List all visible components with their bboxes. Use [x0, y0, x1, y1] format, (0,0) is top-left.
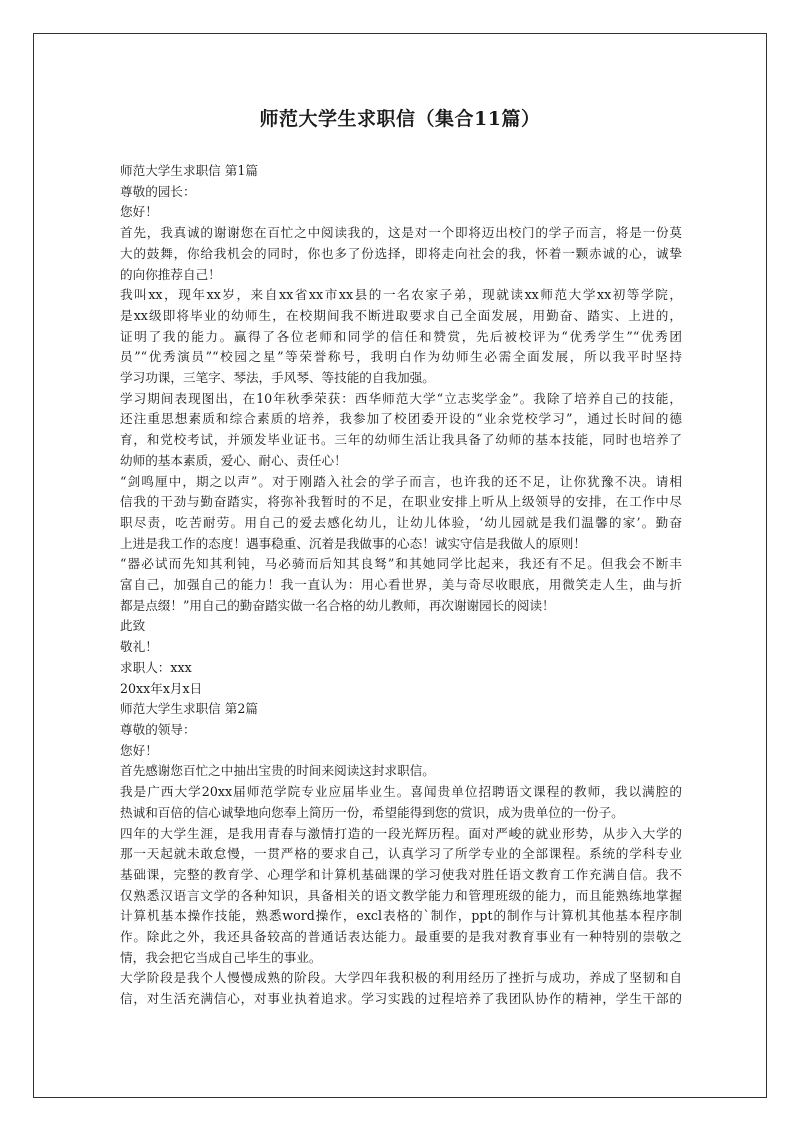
body-line: 您好！	[120, 204, 158, 220]
body-line: 还注重思想素质和综合素质的培养，我参加了校团委开设的“业余党校学习”，通过长时间的德	[120, 411, 682, 427]
body-line: 敬礼！	[120, 639, 158, 655]
document-body	[120, 161, 682, 1010]
body-line: 学习期间表现图出，在10年秋季荣获：西华师范大学“立志奖学金”。我除了培养自己的技能，	[120, 390, 682, 406]
body-line: 的向你推荐自己！	[120, 266, 221, 282]
body-line: 我是广西大学20xx届师范学院专业应届毕业生。喜闻贵单位招聘语文课程的教师，我以满腔的	[120, 784, 682, 800]
body-line: 那一天起就未敢怠慢，一贯严格的要求自己，认真学习了所学专业的全部课程。系统的学科专业	[120, 846, 682, 862]
body-line: 尊敬的领导：	[120, 721, 196, 737]
body-line: 育，和党校考试，并颁发毕业证书。三年的幼师生活让我具备了幼师的基本技能，同时也培养了	[120, 432, 682, 448]
body-line: 大的鼓舞，你给我机会的同时，你也多了份选择，即将走向社会的我，怀着一颗赤诚的心，诚挚	[120, 245, 682, 261]
document-title: 师范大学生求职信（集合11篇）	[259, 108, 541, 130]
body-line: 20xx年x月x日	[120, 680, 203, 696]
body-line: 此致	[120, 618, 146, 634]
body-line: 大学阶段是我个人慢慢成熟的阶段。大学四年我积极的利用经历了挫折与成功，养成了坚韧和自	[120, 970, 682, 986]
body-line: 情，我会把它当成自己毕生的事业。	[120, 949, 322, 965]
body-line: 幼师的基本素质，爱心、耐心、责任心！	[120, 452, 347, 468]
body-line: 师范大学生求职信 第2篇	[120, 701, 258, 717]
body-line: 是xx级即将毕业的幼师生，在校期间我不断进取要求自己全面发展，用勤奋、踏实、上进的，	[120, 307, 682, 323]
body-line: 信我的干劲与勤奋踏实，将弥补我暂时的不足，在职业安排上听从上级领导的安排，在工作中尽	[120, 494, 682, 510]
body-line: 计算机基本操作技能，熟悉word操作，excl表格的`制作，ppt的制作与计算机其他基本程序制	[120, 908, 682, 924]
body-line: 富自己，加强自己的能力！我一直认为：用心看世界，美与奇尽收眼底，用微笑走人生，曲与折	[120, 577, 682, 593]
body-line: 您好！	[120, 742, 158, 758]
body-line: 首先感谢您百忙之中抽出宝贵的时间来阅读这封求职信。	[120, 763, 435, 779]
body-line: 我叫xx，现年xx岁，来自xx省xx市xx县的一名农家子弟，现就读xx师范大学xx初等学院，	[120, 287, 682, 303]
body-line: 都是点缀！”用自己的勤奋踏实做一名合格的幼儿教师，再次谢谢园长的阅读！	[120, 597, 555, 613]
body-line: 尊敬的园长：	[120, 183, 196, 199]
body-line: 作。除此之外，我还具备较高的普通话表达能力。最重要的是我对教育事业有一种特别的崇敬之	[120, 929, 682, 945]
body-line: “器必试而先知其利钝，马必骑而后知其良驽”和其她同学比起来，我还有不足。但我会不断丰	[120, 556, 682, 572]
body-line: 职尽责，吃苦耐劳。用自己的爱去感化幼儿，让幼儿体验，‘幼儿园就是我们温馨的家’。勤奋	[120, 514, 682, 530]
body-line: 员”“优秀演员”“校园之星”等荣誉称号，我明白作为幼师生必需全面发展，所以我平时坚持	[120, 349, 682, 365]
body-line: 师范大学生求职信 第1篇	[120, 163, 258, 178]
body-line: 信，对生活充满信心，对事业执着追求。学习实践的过程培养了我团队协作的精神，学生干部的	[120, 991, 682, 1007]
body-line: 证明了我的能力。赢得了各位老师和同学的信任和赞赏，先后被校评为“优秀学生”“优秀团	[120, 328, 682, 344]
body-line: “剑鸣厘中，期之以声”。对于刚踏入社会的学子而言，也许我的还不足，让你犹豫不决。请相	[120, 473, 682, 489]
body-line: 上进是我工作的态度！遇事稳重、沉着是我做事的心态！诚实守信是我做人的原则！	[120, 535, 586, 551]
body-line: 四年的大学生涯，是我用青春与激情打造的一段光辉历程。面对严峻的就业形势，从步入大学的	[120, 825, 682, 841]
body-line: 热诚和百倍的信心诚挚地向您奉上简历一份，希望能得到您的赏识，成为贵单位的一份子。	[120, 804, 624, 820]
body-line: 基础课，完整的教育学、心理学和计算机基础课的学习使我对胜任语文教育工作充满自信。我不	[120, 866, 682, 882]
body-line: 仅熟悉汉语言文学的各种知识，具备相关的语文教学能力和管理班级的能力，而且能熟练地掌握	[120, 887, 682, 903]
body-line: 首先，我真诚的谢谢您在百忙之中阅读我的，这是对一个即将迈出校门的学子而言，将是一份莫	[120, 225, 682, 241]
body-line: 求职人：xxx	[120, 659, 192, 675]
body-line: 学习功课，三笔字、琴法，手风琴、等技能的自我加强。	[120, 370, 435, 386]
